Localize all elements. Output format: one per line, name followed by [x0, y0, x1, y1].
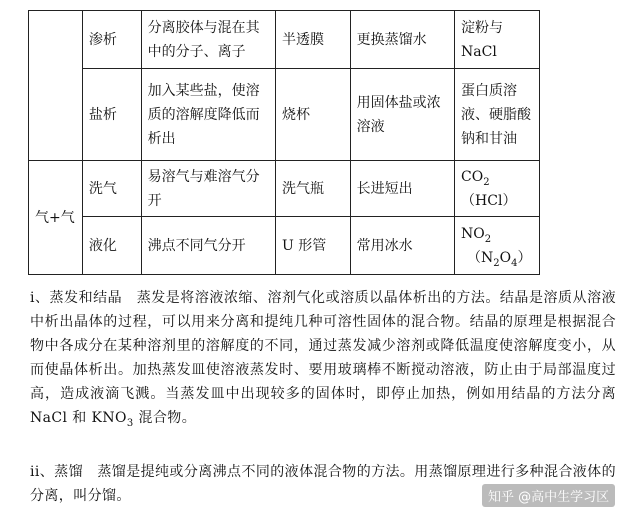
example-cell: 淀粉与NaCl [455, 11, 540, 69]
separation-methods-table [28, 10, 540, 275]
note-cell: 常用冰水 [350, 217, 454, 275]
apparatus-cell: 洗气瓶 [275, 161, 350, 217]
method-cell: 洗气 [82, 161, 141, 217]
category-cell-empty [29, 11, 83, 161]
paragraph-text: i、蒸发和结晶 蒸发是将溶液浓缩、溶剂气化或溶质以晶体析出的方法。结晶是溶质从溶液中析出晶体的过程，可以用来分离和提纯几种可溶性固体的混合物。结晶的原理是根据混合物中各成分在某种溶剂里的溶解度的不同，通过蒸发减少溶剂或降低温度使溶解度变小，从而使晶体析出。加热蒸发皿使溶液蒸发时、要用玻璃棒不断搅动溶液，防止由于局部温度过高，造成液滴飞溅。当蒸发皿中出现较多的固体时，即停止加热，例如用结晶的方法分离 NaCl 和 KNO [30, 290, 616, 426]
table-row [29, 11, 540, 69]
table-row [29, 69, 540, 161]
purpose-cell: 分离胶体与混在其中的分子、离子 [141, 11, 275, 69]
apparatus-cell: U 形管 [275, 217, 350, 275]
paragraph-evaporation-crystallization [30, 286, 616, 430]
category-cell-gas: 气+气 [29, 161, 83, 275]
method-cell: 渗析 [82, 11, 141, 69]
watermark: 知乎 @高中生学习区 [482, 484, 615, 507]
paragraph-text: 混合物。 [133, 410, 197, 426]
paragraph-distillation: ii、蒸馏 蒸馏是提纯或分离沸点不同的液体混合物的方法。用蒸馏原理进行多种混合液体的分离，叫分馏。 [30, 464, 616, 504]
formula-text: （N [467, 249, 494, 266]
table-row [29, 217, 540, 275]
note-cell: 长进短出 [350, 161, 454, 217]
table-row [29, 161, 540, 217]
formula-text: （HCl） [461, 192, 517, 209]
formula-subscript: 2 [493, 257, 500, 269]
example-cell: 蛋白质溶液、硬脂酸钠和甘油 [455, 69, 540, 161]
purpose-cell: 加入某些盐，使溶质的溶解度降低而析出 [141, 69, 275, 161]
example-cell [455, 161, 540, 217]
purpose-cell: 易溶气与难溶气分开 [141, 161, 275, 217]
apparatus-cell: 半透膜 [275, 11, 350, 69]
apparatus-cell: 烧杯 [275, 69, 350, 161]
example-cell [455, 217, 540, 275]
purpose-cell: 沸点不同气分开 [141, 217, 275, 275]
formula-subscript: 2 [484, 233, 492, 245]
formula-text: ） [517, 249, 532, 266]
method-cell: 盐析 [82, 69, 141, 161]
formula-text: NO [461, 225, 485, 242]
formula-text: O [499, 249, 512, 266]
formula-subscript: 3 [126, 417, 134, 429]
note-cell: 用固体盐或浓溶液 [350, 69, 454, 161]
formula-text: CO [461, 168, 484, 185]
formula-subscript: 4 [511, 257, 518, 269]
formula-subscript: 2 [483, 176, 490, 188]
method-cell: 液化 [82, 217, 141, 275]
note-cell: 更换蒸馏水 [350, 11, 454, 69]
